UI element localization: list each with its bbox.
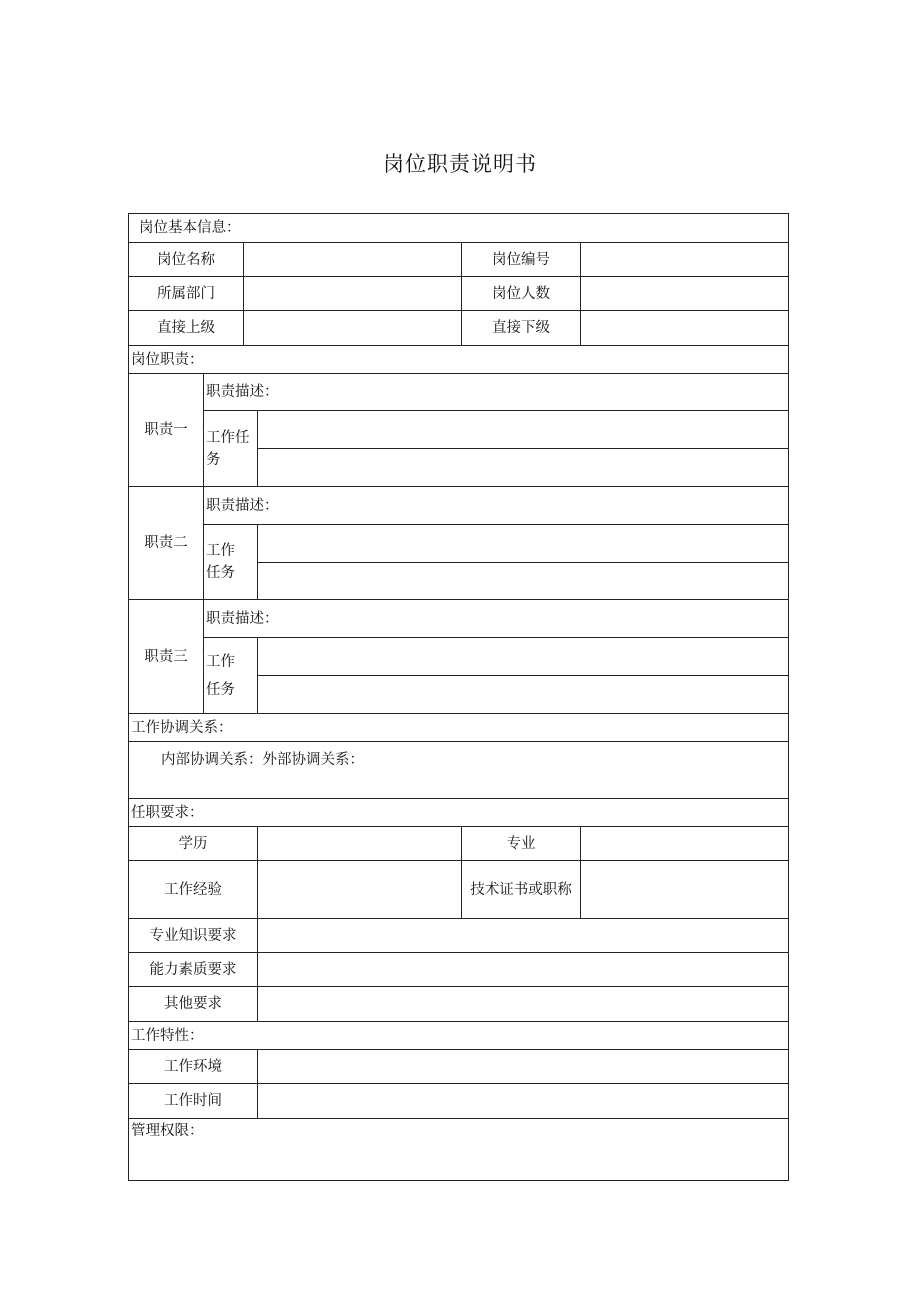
- ability-requirement-field[interactable]: [257, 952, 789, 987]
- characteristics-header: 工作特性：: [128, 1021, 789, 1050]
- duty-3-task-1-field[interactable]: [257, 637, 789, 676]
- document-title: 岗位职责说明书: [383, 152, 537, 176]
- work-environment-field[interactable]: [257, 1049, 789, 1084]
- department-label: 所属部门: [128, 276, 244, 311]
- experience-field[interactable]: [257, 860, 462, 919]
- work-time-label: 工作时间: [128, 1083, 258, 1119]
- other-requirement-field[interactable]: [257, 986, 789, 1022]
- work-time-field[interactable]: [257, 1083, 789, 1119]
- position-number-label: 岗位编号: [461, 242, 581, 277]
- major-field[interactable]: [580, 826, 789, 861]
- department-field[interactable]: [243, 276, 462, 311]
- other-requirement-label: 其他要求: [128, 986, 258, 1022]
- coordination-header: 工作协调关系：: [128, 713, 789, 742]
- coordination-content[interactable]: 内部协调关系：外部协调关系：: [128, 741, 789, 799]
- headcount-field[interactable]: [580, 276, 789, 311]
- certificate-label: 技术证书或职称: [461, 860, 581, 919]
- duty-1-task-2-field[interactable]: [257, 448, 789, 487]
- duty-2-task-1-field[interactable]: [257, 524, 789, 563]
- duties-header: 岗位职责：: [128, 345, 789, 374]
- duty-3-task-label: 工作任务: [203, 637, 258, 714]
- ability-requirement-label: 能力素质要求: [128, 952, 258, 987]
- position-name-field[interactable]: [243, 242, 462, 277]
- basic-info-header: 岗位基本信息：: [128, 213, 789, 243]
- major-label: 专业: [461, 826, 581, 861]
- work-environment-label: 工作环境: [128, 1049, 258, 1084]
- job-description-form: [129, 214, 790, 1182]
- authority-section[interactable]: 管理权限：: [128, 1118, 789, 1181]
- duty-2-task-2-field[interactable]: [257, 562, 789, 600]
- position-number-field[interactable]: [580, 242, 789, 277]
- direct-superior-label: 直接上级: [128, 310, 244, 346]
- duty-3-label: 职责三: [128, 599, 204, 714]
- certificate-field[interactable]: [580, 860, 789, 919]
- duty-3-task-2-field[interactable]: [257, 675, 789, 714]
- duty-2-description-label: 职责描述：: [203, 486, 789, 525]
- knowledge-requirement-field[interactable]: [257, 918, 789, 953]
- experience-label: 工作经验: [128, 860, 258, 919]
- position-name-label: 岗位名称: [128, 242, 244, 277]
- duty-3-description-label: 职责描述：: [203, 599, 789, 638]
- direct-subordinate-label: 直接下级: [461, 310, 581, 346]
- headcount-label: 岗位人数: [461, 276, 581, 311]
- direct-subordinate-field[interactable]: [580, 310, 789, 346]
- education-label: 学历: [128, 826, 258, 861]
- duty-1-task-label: 工作任务: [203, 410, 258, 487]
- duty-1-label: 职责一: [128, 373, 204, 487]
- education-field[interactable]: [257, 826, 462, 861]
- duty-1-task-1-field[interactable]: [257, 410, 789, 449]
- duty-2-label: 职责二: [128, 486, 204, 600]
- knowledge-requirement-label: 专业知识要求: [128, 918, 258, 953]
- duty-2-task-label: 工作任务: [203, 524, 258, 600]
- duty-1-description-label: 职责描述：: [203, 373, 789, 411]
- direct-superior-field[interactable]: [243, 310, 462, 346]
- requirements-header: 任职要求：: [128, 798, 789, 827]
